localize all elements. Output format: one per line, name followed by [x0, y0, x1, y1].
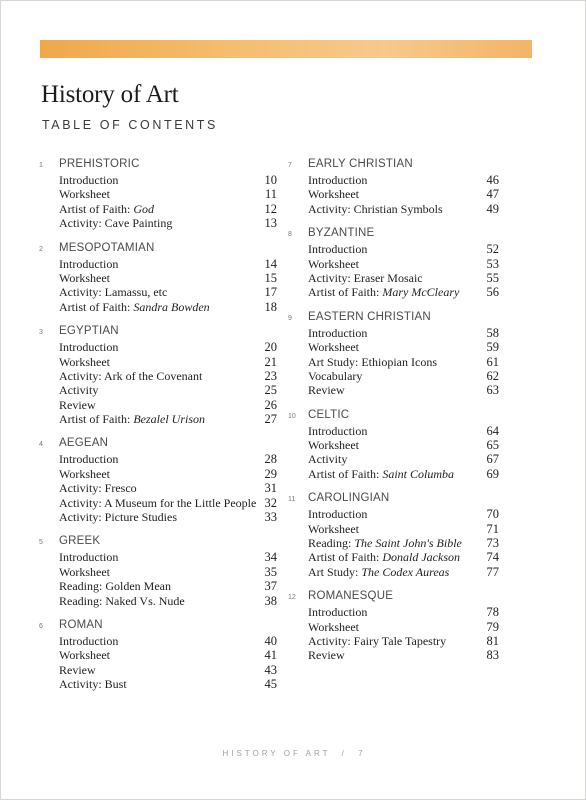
entry-label	[59, 452, 118, 466]
entry-label	[308, 202, 443, 216]
page-footer	[1, 749, 586, 758]
entry-label-text: Vocabulary	[308, 368, 363, 383]
section-number: 9	[288, 314, 292, 322]
section-heading	[39, 242, 277, 257]
toc-section	[288, 492, 499, 579]
toc-entry	[39, 452, 277, 466]
section-number: 7	[288, 162, 292, 169]
footer-page-number: 7	[358, 749, 366, 758]
entry-label	[308, 605, 367, 619]
toc-entry	[288, 648, 499, 662]
entry-page-number: 27	[264, 412, 277, 427]
entry-label	[59, 202, 154, 216]
entry-page-number: 64	[486, 423, 499, 438]
section-heading	[288, 492, 499, 507]
toc-entry	[288, 173, 499, 187]
toc-entry	[288, 340, 499, 354]
entry-page-number: 43	[264, 662, 277, 677]
toc-section	[39, 242, 277, 315]
entry-label	[308, 522, 359, 536]
entry-page-number: 32	[264, 495, 277, 510]
entry-label	[308, 424, 367, 438]
entry-label-text: Activity: Fairy Tale Tapestry	[308, 633, 447, 648]
toc-entry	[288, 507, 499, 521]
section-heading	[39, 619, 277, 634]
toc-entry	[288, 369, 499, 383]
entry-label-text: Introduction	[308, 507, 368, 522]
entry-label-text: Worksheet	[308, 187, 360, 202]
entry-page-number: 37	[264, 579, 277, 594]
entry-page-number: 67	[486, 452, 499, 467]
entry-page-number: 55	[486, 270, 499, 285]
entry-page-number: 25	[264, 383, 277, 398]
section-title: AEGEAN	[59, 437, 109, 450]
entry-label-text: Worksheet	[308, 256, 360, 271]
toc-entry	[39, 677, 277, 691]
section-number: 5	[39, 539, 43, 547]
entry-page-number: 12	[264, 201, 277, 216]
entry-label	[308, 187, 359, 201]
toc-section	[39, 158, 277, 231]
section-number: 1	[39, 162, 43, 169]
toc-section	[39, 535, 277, 608]
section-title: PREHISTORIC	[59, 158, 140, 170]
toc-entry	[288, 257, 499, 271]
entry-label	[308, 285, 459, 299]
entry-page-number: 14	[264, 256, 277, 271]
footer-separator: /	[341, 749, 347, 758]
entry-label-text: Activity: Bust	[59, 677, 127, 692]
entry-label	[59, 187, 110, 201]
entry-label-italic: Sandra Bowden	[133, 299, 210, 314]
entry-label-text: Introduction	[59, 633, 119, 648]
section-title: CELTIC	[308, 408, 350, 421]
entry-label-text: Artist of Faith:	[59, 299, 134, 314]
toc-entry	[39, 369, 277, 383]
entry-label	[59, 496, 256, 510]
entry-label-text: Art Study: Ethiopian Icons	[308, 354, 437, 369]
toc-entry	[39, 481, 277, 495]
entry-page-number: 69	[486, 466, 499, 481]
toc-entry	[39, 594, 277, 608]
toc-section	[288, 311, 499, 398]
entry-label-text: Introduction	[308, 325, 368, 340]
entry-page-number: 11	[264, 187, 277, 202]
entry-page-number: 74	[486, 550, 499, 565]
toc-entry	[288, 326, 499, 340]
entry-label	[59, 398, 96, 412]
section-heading	[39, 437, 277, 452]
entry-label	[308, 648, 345, 662]
entry-page-number: 52	[486, 242, 499, 257]
entry-label-text: Worksheet	[59, 187, 111, 202]
section-number: 3	[39, 329, 43, 337]
entry-label-text: Artist of Faith:	[308, 550, 383, 565]
entry-label-text: Activity: Cave Painting	[59, 216, 173, 231]
entry-page-number: 10	[264, 173, 277, 187]
toc-section	[288, 158, 499, 216]
entry-page-number: 31	[264, 481, 277, 496]
entry-page-number: 28	[264, 452, 277, 467]
entry-label-text: Worksheet	[308, 619, 360, 634]
entry-label	[59, 467, 110, 481]
section-number: 11	[288, 496, 296, 504]
entry-page-number: 38	[264, 593, 277, 608]
entry-page-number: 41	[264, 648, 277, 663]
toc-entry	[288, 452, 499, 466]
entry-label-text: Worksheet	[308, 438, 360, 453]
toc-section	[288, 409, 499, 482]
section-number: 10	[288, 412, 296, 420]
toc-entry	[288, 565, 499, 579]
section-heading	[39, 325, 277, 340]
entry-label	[59, 216, 172, 230]
entry-label-text: Introduction	[308, 173, 368, 187]
entry-label-text: Activity: Fresco	[59, 481, 137, 496]
header-color-bar	[40, 40, 532, 58]
entry-label-text: Introduction	[59, 173, 119, 187]
entry-page-number: 59	[486, 340, 499, 355]
entry-page-number: 18	[264, 299, 277, 314]
entry-label-text: Introduction	[308, 242, 368, 257]
entry-page-number: 15	[264, 270, 277, 285]
toc-entry	[39, 398, 277, 412]
entry-page-number: 58	[486, 325, 499, 340]
section-number: 6	[39, 622, 43, 630]
entry-label-text: Artist of Faith:	[308, 466, 383, 481]
entry-label-text: Worksheet	[59, 564, 111, 579]
entry-page-number: 29	[264, 466, 277, 481]
toc-entry	[288, 242, 499, 256]
entry-label	[59, 677, 127, 691]
section-number: 2	[39, 245, 43, 253]
entry-page-number: 26	[264, 397, 277, 412]
page-subtitle: TABLE OF CONTENTS	[42, 118, 218, 132]
toc-entry	[39, 648, 277, 662]
toc-entry	[39, 285, 277, 299]
entry-page-number: 34	[264, 550, 277, 565]
entry-page-number: 13	[264, 216, 277, 231]
entry-label	[308, 383, 345, 397]
entry-label	[59, 257, 118, 271]
toc-entry	[288, 550, 499, 564]
entry-label-text: Worksheet	[308, 340, 360, 355]
toc-entry	[288, 424, 499, 438]
toc-entry	[39, 579, 277, 593]
section-title: MESOPOTAMIAN	[59, 241, 155, 254]
toc-section	[288, 590, 499, 663]
toc-entry	[288, 536, 499, 550]
toc-entry	[288, 383, 499, 397]
toc-entry	[39, 467, 277, 481]
entry-page-number: 46	[486, 173, 499, 187]
toc-entry	[288, 187, 499, 201]
entry-page-number: 83	[486, 648, 499, 663]
entry-label	[308, 271, 423, 285]
entry-label	[59, 355, 110, 369]
section-heading	[288, 590, 499, 605]
entry-label-text: Worksheet	[59, 270, 111, 285]
entry-label	[308, 173, 367, 187]
toc-entry	[288, 522, 499, 536]
entry-label-text: Worksheet	[308, 521, 360, 536]
entry-page-number: 53	[486, 256, 499, 271]
entry-page-number: 20	[264, 340, 277, 355]
entry-label-text: Introduction	[59, 452, 119, 467]
entry-label-italic: Mary McCleary	[382, 285, 460, 300]
entry-page-number: 61	[486, 354, 499, 369]
entry-label-text: Artist of Faith:	[308, 285, 383, 300]
section-title: BYZANTINE	[308, 227, 375, 240]
entry-label	[59, 550, 118, 564]
entry-label-text: Artist of Faith:	[59, 412, 134, 427]
section-title: ROMANESQUE	[308, 590, 394, 603]
section-title: CAROLINGIAN	[308, 492, 390, 505]
toc-entry	[39, 663, 277, 677]
entry-page-number: 47	[486, 187, 499, 202]
entry-page-number: 62	[486, 368, 499, 383]
entry-label	[59, 300, 210, 314]
entry-page-number: 79	[486, 619, 499, 634]
entry-label-text: Art Study:	[308, 564, 362, 579]
entry-label	[308, 355, 437, 369]
entry-page-number: 45	[264, 677, 277, 692]
entry-label	[59, 565, 110, 579]
entry-page-number: 49	[486, 201, 499, 216]
entry-label	[308, 438, 359, 452]
toc-entry	[39, 550, 277, 564]
entry-label-text: Review	[59, 397, 96, 412]
entry-label	[308, 257, 359, 271]
entry-label-italic: The Saint John's Bible	[354, 536, 462, 551]
section-heading	[288, 158, 499, 173]
section-heading	[39, 535, 277, 550]
toc-entry	[39, 510, 277, 524]
entry-label	[308, 467, 454, 481]
entry-label	[59, 648, 110, 662]
entry-label	[59, 634, 118, 648]
toc-entry	[39, 565, 277, 579]
entry-page-number: 78	[486, 605, 499, 620]
toc-section	[39, 325, 277, 426]
toc-entry	[288, 438, 499, 452]
entry-label	[308, 452, 347, 466]
entry-label	[308, 242, 367, 256]
toc-entry	[39, 496, 277, 510]
entry-label	[59, 173, 118, 187]
section-number: 4	[39, 441, 43, 449]
entry-label-text: Activity: Ark of the Covenant	[59, 368, 203, 383]
toc-section	[39, 437, 277, 524]
toc-section	[39, 619, 277, 692]
entry-label	[308, 634, 446, 648]
toc-entry	[288, 355, 499, 369]
entry-label	[59, 271, 110, 285]
entry-label-italic: Donald Jackson	[382, 550, 460, 565]
section-heading	[288, 311, 499, 326]
section-heading	[39, 158, 277, 173]
entry-page-number: 23	[264, 368, 277, 383]
entry-label-text: Activity: Lamassu, etc	[59, 285, 168, 300]
entry-label-text: Activity	[59, 383, 99, 398]
entry-label-text: Review	[59, 662, 96, 677]
entry-label-text: Introduction	[308, 605, 368, 620]
toc-entry	[288, 271, 499, 285]
entry-label	[308, 507, 367, 521]
entry-page-number: 33	[264, 510, 277, 525]
entry-label-text: Activity: Eraser Mosaic	[308, 270, 423, 285]
section-number: 12	[288, 594, 296, 602]
entry-label	[59, 510, 177, 524]
entry-label	[59, 481, 137, 495]
section-title: EGYPTIAN	[59, 325, 119, 338]
toc-entry	[39, 412, 277, 426]
toc-entry	[39, 383, 277, 397]
toc-entry	[39, 300, 277, 314]
entry-label-text: Introduction	[59, 256, 119, 271]
entry-label	[308, 620, 359, 634]
entry-label-text: Activity: Picture Studies	[59, 510, 177, 525]
entry-label	[59, 663, 96, 677]
section-title: GREEK	[59, 535, 101, 548]
entry-label-text: Introduction	[59, 550, 119, 565]
entry-label	[308, 340, 359, 354]
entry-label	[308, 550, 460, 564]
entry-label-text: Activity: A Museum for the Little People	[59, 495, 257, 510]
toc-entry	[39, 634, 277, 648]
entry-page-number: 56	[486, 285, 499, 300]
entry-label	[59, 594, 185, 608]
entry-page-number: 77	[486, 564, 499, 579]
toc-section	[288, 227, 499, 300]
entry-label-text: Activity	[308, 452, 348, 467]
toc-entry	[288, 605, 499, 619]
entry-page-number: 71	[486, 521, 499, 536]
toc-entry	[288, 202, 499, 216]
section-number: 8	[288, 231, 292, 239]
section-heading	[288, 409, 499, 424]
toc-entry	[288, 467, 499, 481]
entry-label	[59, 285, 167, 299]
entry-label-text: Artist of Faith:	[59, 201, 134, 216]
toc-entry	[288, 634, 499, 648]
entry-page-number: 65	[486, 438, 499, 453]
entry-label	[308, 326, 367, 340]
entry-label	[59, 579, 171, 593]
entry-label-italic: God	[133, 201, 155, 216]
toc-entry	[39, 202, 277, 216]
entry-page-number: 73	[486, 536, 499, 551]
section-title: EASTERN CHRISTIAN	[308, 310, 431, 323]
entry-label-italic: The Codex Aureas	[361, 564, 450, 579]
entry-label-text: Worksheet	[59, 648, 111, 663]
page-title: History of Art	[41, 81, 179, 108]
entry-page-number: 40	[264, 633, 277, 648]
entry-label-text: Worksheet	[59, 466, 111, 481]
entry-page-number: 81	[486, 633, 499, 648]
toc-entry	[39, 257, 277, 271]
entry-label	[308, 565, 449, 579]
section-title: EARLY CHRISTIAN	[308, 158, 413, 170]
toc-entry	[288, 620, 499, 634]
toc-entry	[39, 340, 277, 354]
entry-label-text: Reading:	[308, 536, 355, 551]
toc-entry	[39, 173, 277, 187]
toc-entry	[39, 271, 277, 285]
toc-entry	[39, 355, 277, 369]
section-heading	[288, 227, 499, 242]
toc-entry	[39, 187, 277, 201]
entry-label-italic: Bezalel Urison	[133, 412, 206, 427]
entry-label-text: Introduction	[59, 340, 119, 355]
entry-label-italic: Saint Columba	[382, 466, 455, 481]
toc-left-column	[39, 158, 277, 703]
entry-label	[308, 369, 362, 383]
toc-right-column	[288, 158, 499, 674]
footer-title: HISTORY OF ART	[222, 749, 331, 758]
entry-page-number: 35	[264, 564, 277, 579]
section-title: ROMAN	[59, 618, 103, 631]
entry-page-number: 21	[264, 354, 277, 369]
entry-label	[59, 369, 202, 383]
entry-page-number: 63	[486, 383, 499, 398]
toc-entry	[39, 216, 277, 230]
entry-label	[59, 340, 118, 354]
entry-label	[308, 536, 462, 550]
entry-label	[59, 412, 205, 426]
entry-label-text: Activity: Christian Symbols	[308, 201, 443, 216]
entry-label-text: Reading: Golden Mean	[59, 579, 171, 594]
entry-label-text: Review	[308, 648, 345, 663]
entry-page-number: 70	[486, 507, 499, 522]
entry-label-text: Introduction	[308, 423, 368, 438]
entry-label-text: Reading: Naked Vs. Nude	[59, 593, 185, 608]
entry-label	[59, 383, 98, 397]
entry-label-text: Review	[308, 383, 345, 398]
entry-page-number: 17	[264, 285, 277, 300]
entry-label-text: Worksheet	[59, 354, 111, 369]
toc-entry	[288, 285, 499, 299]
